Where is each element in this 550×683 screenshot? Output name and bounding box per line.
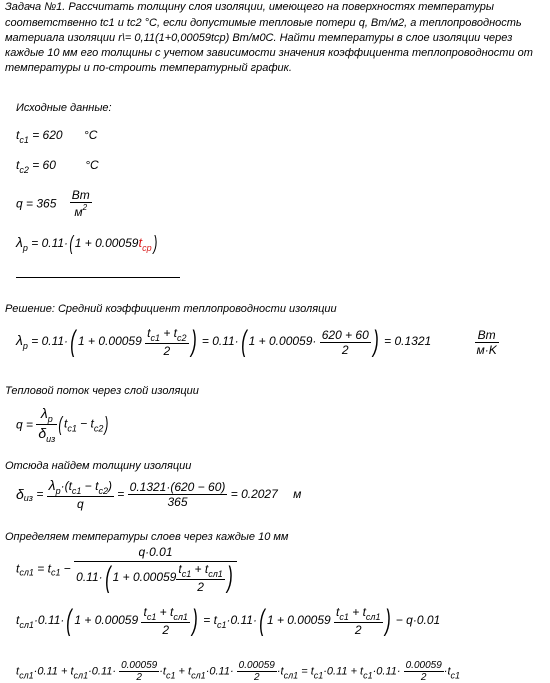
tc2-value: = 60 [28, 158, 56, 172]
task-line-4: каждые 10 мм его толщины с учетом зависимости значения коэффициента теплопроводности от [5, 47, 533, 59]
q-unit-den: $м^2$ [74, 203, 88, 219]
q-given-line [16, 188, 92, 219]
lambda-symbol: λ [16, 234, 23, 251]
separator-line [16, 277, 180, 278]
layer1-fraction: q·0.01 0.11·( 1 + 0.00059 $\frac{t_{c1} + t_{сл1}}{2}$ ) [74, 543, 237, 594]
tc1-value: = 620 [28, 128, 63, 142]
tc1-unit: °C [83, 128, 98, 142]
task-line-2: соответственно tc1 и tc2 °C, если допустимые тепловые потери q, Вт/м2, а теплопроводность [5, 17, 522, 29]
thickness-heading: Отсюда найдем толщину изоляции [5, 460, 192, 472]
layer-eq-3: $t_{сл1}\cdot 0.11 + t_{сл1}\cdot 0.11\cdot$ $\frac{0.00059}{2}$ $\cdot t_{c1} + t_{сл1}\cdot 0.11\cdot$ $\frac{0.00059}{2}$ $\cdot t_{сл1} = t_{c1}\cdot 0.11 + t_{c1}\cdot 0.11\cdot$ $\frac{0.00059}{2}$ $\cdot t_{c1}$ [16, 660, 461, 683]
numeric-avg-fraction: $\frac{620 + 60}{2}$ [321, 327, 369, 357]
lambda-over-delta: $\frac{\lambda_p}{\delta_{из}}$ [38, 405, 56, 444]
lambda-calc-line: $\lambda_p = 0.11\cdot$( 1 + 0.00059 $\frac{t_{c1} + t_{c2}}{2}$ ) = 0.11·( 1 + 0.00059· $\frac{620 + 60}{2}$ ) = 0.1321 $\frac{Вт}{м\cdot K}$ [16, 325, 497, 358]
task-line-5: температуры и по-строить температурный график. [5, 62, 292, 74]
tc2-var: t [16, 158, 20, 172]
thickness-result: = 0.2027 [227, 487, 278, 501]
q-unit-fraction [70, 188, 92, 219]
q-unit-num: Вт [71, 188, 90, 202]
tc2-line [16, 158, 99, 175]
solution-heading: Решение: Средний коэффициент теплопроводности изоляции [5, 303, 337, 315]
lambda-result: = 0.1321 [380, 334, 432, 349]
tc2-sub: c2 [19, 165, 29, 175]
tc2-unit: °C [85, 158, 99, 172]
tc1-line [16, 128, 97, 145]
layers-heading: Определяем температуры слоев через каждые 10 мм [5, 531, 289, 543]
thickness-numeric-fraction: $\frac{0.1321\cdot(620 - 60)}{365}$ [129, 479, 226, 509]
thickness-formula: $\delta_{из}$ = $\frac{\lambda_p\cdot(t_{c1} - t_{c2})}{q}$ = $\frac{0.1321\cdot(620 - 60)}{365}$ = 0.2027 м [16, 477, 302, 511]
given-heading: Исходные данные: [16, 102, 112, 114]
tc1-sub: c1 [19, 135, 29, 145]
heatflow-formula: q = $\frac{\lambda_p}{\delta_{из}}$ $(t_{c1} - t_{c2})$ [16, 405, 109, 444]
tc1-var: t [16, 128, 20, 142]
thickness-symbolic-fraction: $\frac{\lambda_p\cdot(t_{c1} - t_{c2})}{q}$ [48, 477, 112, 511]
lambda-given-line: $\lambda_p = 0.11\cdot(1 + 0.00059t_{cp})$ [16, 233, 157, 255]
heatflow-heading: Тепловой поток через слой изоляции [5, 385, 199, 397]
task-line-3: материала изоляции r\= 0,11(1+0,00059tср) Вт/м0С. Найти температуры в слое изоляции через [5, 32, 513, 44]
q-given-value: q = 365 [16, 196, 57, 211]
task-line-1: Задача №1. Рассчитать толщину слоя изоляции, имеющего на поверхностях температуры [5, 1, 494, 13]
layer-eq-1: $t_{сл1} = t_{c1}$ − q·0.01 0.11·( 1 + 0.00059 $\frac{t_{c1} + t_{сл1}}{2}$ ) [16, 543, 237, 594]
tc-avg-fraction: $\frac{t_{c1} + t_{c2}}{2}$ [147, 326, 187, 358]
lambda-unit-fraction: $\frac{Вт}{м\cdot K}$ [476, 327, 497, 357]
layer-eq-2: $t_{сл1}\cdot 0.11\cdot$( 1 + 0.00059 $\frac{t_{c1} + t_{сл1}}{2}$ ) = $t_{c1}\cdot 0.11\cdot$( 1 + 0.00059 $\frac{t_{c1} + t_{сл1}}{2}$ ) − q·0.01 [16, 604, 441, 637]
thickness-unit: м [293, 487, 302, 501]
lambda-given-eq: = 0.11· [27, 236, 69, 251]
